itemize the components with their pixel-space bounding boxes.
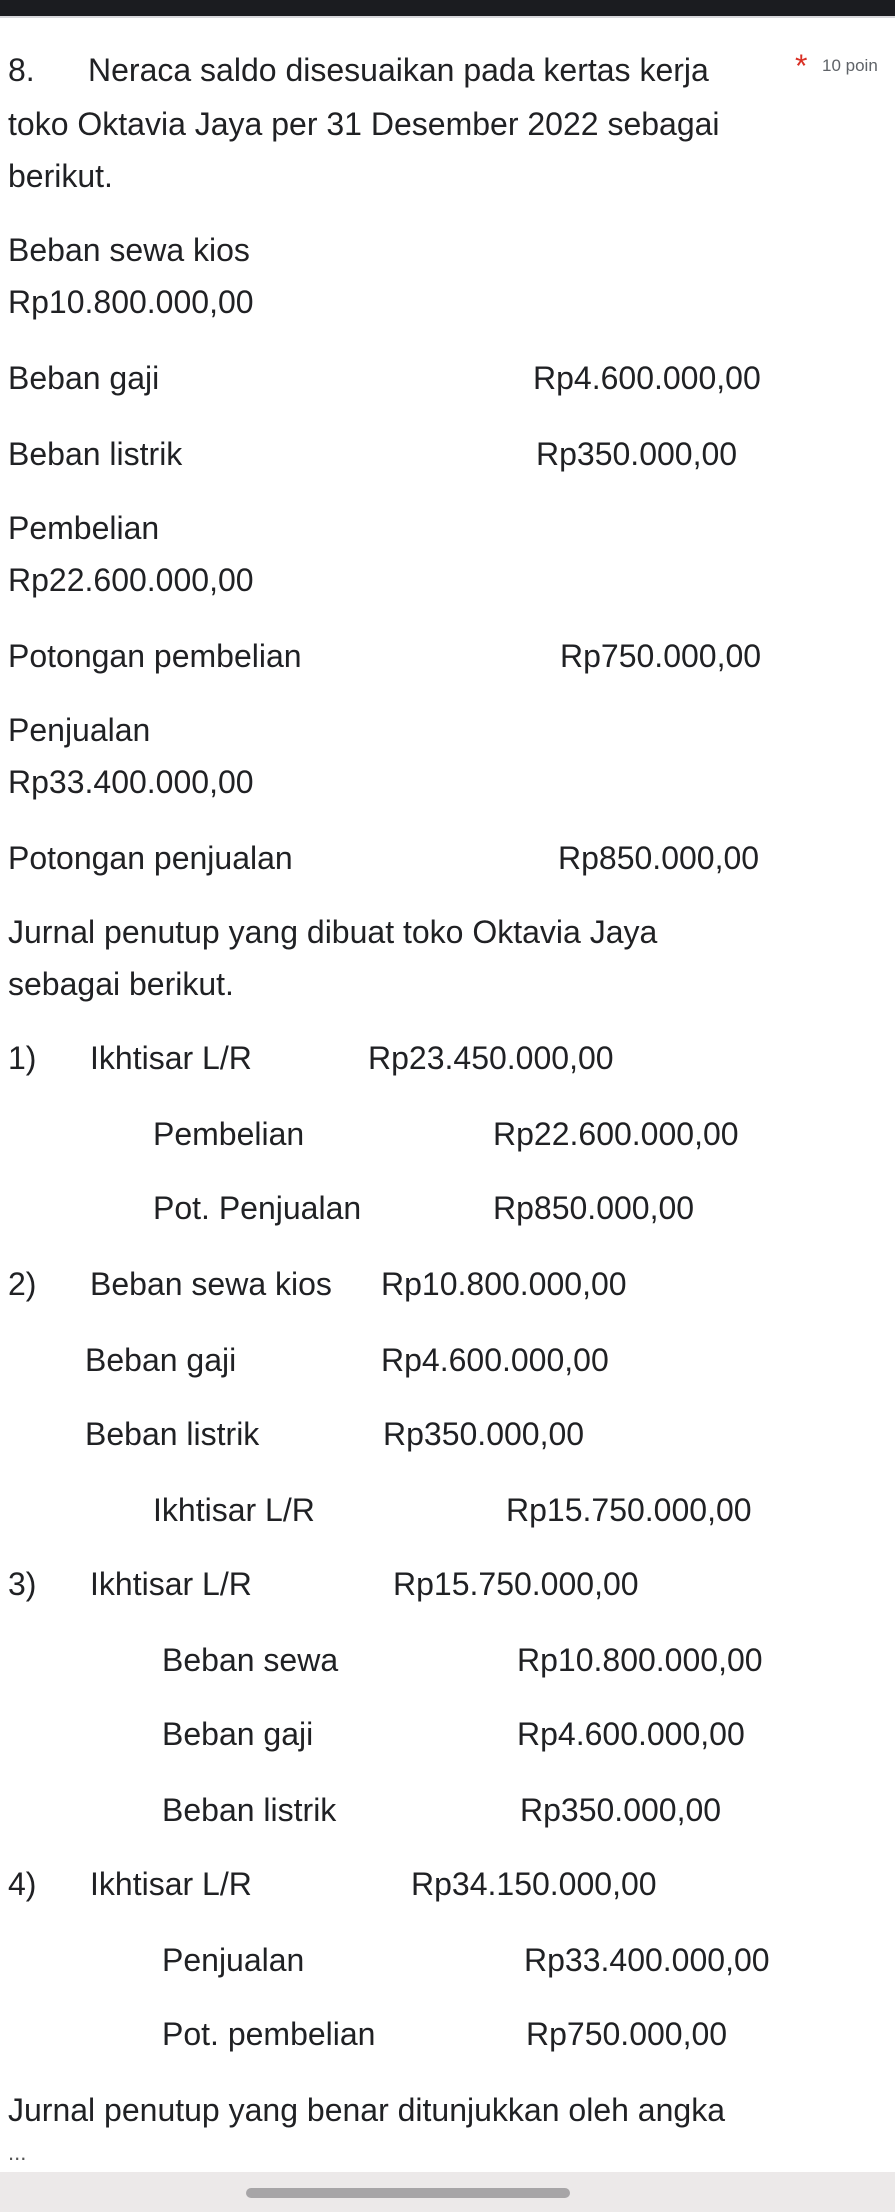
balance-label: Beban listrik bbox=[8, 436, 183, 472]
journal-credit-amount: Rp750.000,00 bbox=[526, 2016, 728, 2052]
journal-credit-label: Beban gaji bbox=[162, 1716, 314, 1752]
journal-debit-amount: Rp23.450.000,00 bbox=[368, 1040, 614, 1076]
question-text-line3: berikut. bbox=[8, 158, 113, 194]
journal-debit-amount: Rp350.000,00 bbox=[383, 1416, 585, 1452]
journal-credit-amount: Rp4.600.000,00 bbox=[517, 1716, 745, 1752]
journal-number: 3) bbox=[8, 1566, 37, 1602]
closing-question-line2: ... bbox=[8, 2140, 27, 2165]
journal-credit-label: Ikhtisar L/R bbox=[153, 1492, 315, 1528]
balance-label: Beban gaji bbox=[8, 360, 160, 396]
balance-amount: Rp750.000,00 bbox=[560, 638, 762, 674]
balance-label: Potongan penjualan bbox=[8, 840, 293, 876]
points-label: 10 poin bbox=[822, 56, 878, 75]
journal-debit-amount: Rp15.750.000,00 bbox=[393, 1566, 639, 1602]
journal-debit-label: Beban sewa kios bbox=[90, 1266, 332, 1302]
required-asterisk: * bbox=[795, 48, 808, 84]
divider bbox=[0, 16, 895, 18]
journal-credit-amount: Rp850.000,00 bbox=[493, 1190, 695, 1226]
journal-credit-label: Pot. pembelian bbox=[162, 2016, 376, 2052]
balance-amount: Rp350.000,00 bbox=[536, 436, 738, 472]
question-text-line1: Neraca saldo disesuaikan pada kertas kerja bbox=[88, 52, 709, 88]
journal-intro-line2: sebagai berikut. bbox=[8, 966, 234, 1002]
balance-label: Beban sewa kios bbox=[8, 232, 250, 268]
journal-debit-amount: Rp10.800.000,00 bbox=[381, 1266, 627, 1302]
journal-debit-amount: Rp34.150.000,00 bbox=[411, 1866, 657, 1902]
journal-debit-label: Ikhtisar L/R bbox=[90, 1566, 252, 1602]
journal-number: 2) bbox=[8, 1266, 37, 1302]
journal-intro-line1: Jurnal penutup yang dibuat toko Oktavia Jaya bbox=[8, 914, 658, 950]
journal-credit-amount: Rp10.800.000,00 bbox=[517, 1642, 763, 1678]
balance-amount: Rp10.800.000,00 bbox=[8, 284, 254, 320]
balance-label: Pembelian bbox=[8, 510, 160, 546]
journal-number: 4) bbox=[8, 1866, 37, 1902]
balance-label: Potongan pembelian bbox=[8, 638, 302, 674]
journal-credit-amount: Rp350.000,00 bbox=[520, 1792, 722, 1828]
journal-credit-label: Beban listrik bbox=[162, 1792, 337, 1828]
journal-credit-amount: Rp22.600.000,00 bbox=[493, 1116, 739, 1152]
journal-credit-amount: Rp15.750.000,00 bbox=[506, 1492, 752, 1528]
journal-debit-label: Ikhtisar L/R bbox=[90, 1866, 252, 1902]
balance-amount: Rp850.000,00 bbox=[558, 840, 760, 876]
question-text-line2: toko Oktavia Jaya per 31 Desember 2022 sebagai bbox=[8, 106, 720, 142]
journal-credit-label: Beban sewa bbox=[162, 1642, 339, 1678]
balance-amount: Rp33.400.000,00 bbox=[8, 764, 254, 800]
balance-amount: Rp22.600.000,00 bbox=[8, 562, 254, 598]
journal-credit-amount: Rp33.400.000,00 bbox=[524, 1942, 770, 1978]
journal-debit-amount: Rp4.600.000,00 bbox=[381, 1342, 609, 1378]
journal-credit-label: Penjualan bbox=[162, 1942, 305, 1978]
journal-credit-label: Pot. Penjualan bbox=[153, 1190, 362, 1226]
question-number: 8. bbox=[8, 52, 35, 88]
journal-number: 1) bbox=[8, 1040, 37, 1076]
balance-amount: Rp4.600.000,00 bbox=[533, 360, 761, 396]
status-bar bbox=[0, 0, 895, 16]
closing-question-line1: Jurnal penutup yang benar ditunjukkan oleh angka bbox=[8, 2092, 725, 2128]
home-indicator[interactable] bbox=[246, 2188, 570, 2198]
journal-debit-label: Ikhtisar L/R bbox=[90, 1040, 252, 1076]
balance-label: Penjualan bbox=[8, 712, 151, 748]
journal-debit-label: Beban gaji bbox=[85, 1342, 237, 1378]
journal-debit-label: Beban listrik bbox=[85, 1416, 260, 1452]
journal-credit-label: Pembelian bbox=[153, 1116, 305, 1152]
